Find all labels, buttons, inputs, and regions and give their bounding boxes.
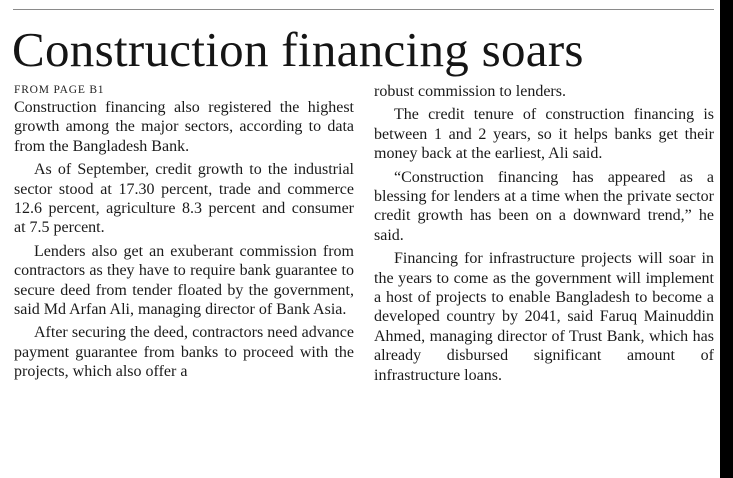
paragraph: The credit tenure of construction financing is between 1 and 2 years, so it helps banks get their money back at the earliest, Ali said. — [374, 106, 714, 163]
paragraph: Construction financing also registered the highest growth among the major sectors, according to data from the Bangladesh Bank. — [14, 99, 354, 155]
paragraph: “Construction financing has appeared as a blessing for lenders at a time when the private sector credit growth has been on a downward trend,” he said. — [374, 168, 714, 244]
paragraph: Lenders also get an exuberant commission from contractors as they have to require bank guarantee to secure deed from tender floated by the government, said Md Arfan Ali, managing director of Bank Asia. — [14, 242, 354, 319]
paragraph: Financing for infrastructure projects will soar in the years to come as the government will implement a host of projects to enable Bangladesh to become a developed country by 2041, said Faruq Mainuddin Ahmed, managing director of Trust Bank, which has already disbursed significant amount of infrastructure loans. — [374, 250, 714, 384]
page-edge-bar — [720, 0, 733, 478]
article-column-right — [374, 82, 714, 389]
top-rule — [13, 9, 714, 10]
article-headline: Construction financing soars — [12, 22, 584, 77]
paragraph: After securing the deed, contractors need advance payment guarantee from banks to proceed with the projects, which also offer a — [14, 324, 354, 381]
paragraph: As of September, credit growth to the industrial sector stood at 17.30 percent, trade and commerce 12.6 percent, agriculture 8.3 percent and consumer at 7.5 percent. — [14, 161, 354, 237]
continuation-kicker: FROM PAGE B1 — [14, 84, 105, 96]
paragraph: robust commission to lenders. — [374, 83, 566, 100]
article-column-left — [14, 98, 354, 386]
